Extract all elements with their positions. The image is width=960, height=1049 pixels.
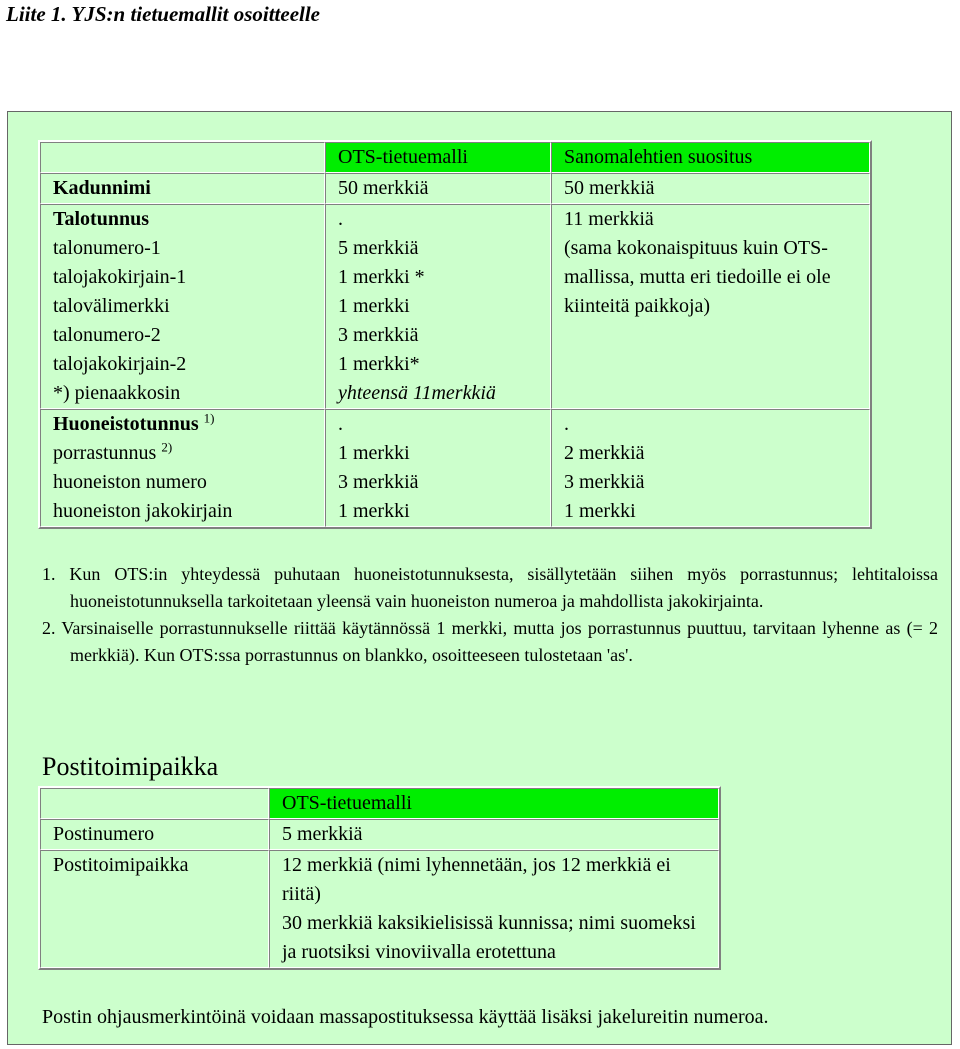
huoneisto-fields: huoneiston numero huoneiston jakokirjain [53, 471, 233, 522]
table-header-row [40, 788, 719, 819]
header-empty-cell [40, 142, 325, 173]
footnotes [42, 561, 938, 669]
postitoimipaikka-value: 12 merkkiä (nimi lyhennetään, jos 12 merkkiä ei riitä) 30 merkkiä kaksikielisissä kunnissa; nimi suomeksi ja ruotsiksi vinoviivalla erotettuna [269, 850, 719, 968]
huoneisto-suositus-values [551, 409, 870, 527]
row-label-postinumero: Postinumero [40, 819, 269, 850]
header-ots: OTS-tietuemalli [325, 142, 551, 173]
header-empty-cell [40, 788, 269, 819]
talotunnus-heading: Talotunnus [53, 208, 149, 230]
row-label-kadunnimi: Kadunnimi [40, 173, 325, 204]
porrastunnus-label: porrastunnus [53, 442, 157, 464]
footnote-ref-2: 2) [161, 439, 173, 455]
table-row [40, 850, 719, 968]
talotunnus-suositus-values [551, 204, 870, 409]
row-value-ots: 50 merkkiä [325, 173, 551, 204]
talotunnus-ots-list: . 5 merkkiä 1 merkki * 1 merkki 3 merkkiä 1 merkki* [338, 208, 425, 375]
row-label-huoneistotunnus [40, 409, 325, 527]
footnote-2: 2. Varsinaiselle porrastunnukselle riittää käytännössä 1 merkki, mutta jos porrastunnus puuttuu, tarvitaan lyhenne as (= 2 merkkiä). Kun OTS:ssa porrastunnus on blankko, osoitteeseen tulostetaan 'as'. [42, 618, 938, 665]
table-header-row [40, 142, 870, 173]
section-heading-postitoimipaikka: Postitoimipaikka [42, 752, 219, 781]
address-record-table [38, 140, 872, 529]
page-title: Liite 1. YJS:n tietuemallit osoitteelle [6, 2, 321, 26]
row-label-talotunnus [40, 204, 325, 409]
talotunnus-suositus-text: 11 merkkiä (sama kokonaispituus kuin OTS-mallissa, mutta eri tiedoille ei ole kiinteitä paikkoja) [564, 208, 831, 317]
talotunnus-ots-values [325, 204, 551, 409]
footnote-1: 1. Kun OTS:in yhteydessä puhutaan huoneistotunnuksesta, sisällytetään siihen myös porrastunnus; lehtitaloissa huoneistotunnuksella tarkoitetaan yleensä vain huoneiston numeroa ja mahdollista jakokirjainta. [42, 564, 938, 611]
huoneisto-ots-values [325, 409, 551, 527]
talotunnus-total: yhteensä 11merkkiä [338, 382, 496, 404]
table-row [40, 409, 870, 527]
table-row [40, 819, 719, 850]
header-ots: OTS-tietuemalli [269, 788, 719, 819]
table-row [40, 173, 870, 204]
header-sanomalehti: Sanomalehtien suositus [551, 142, 870, 173]
huoneisto-suositus-list: . 2 merkkiä 3 merkkiä 1 merkki [564, 413, 645, 522]
content-panel [7, 111, 952, 1045]
huoneisto-ots-list: . 1 merkki 3 merkkiä 1 merkki [338, 413, 419, 522]
talotunnus-fields: talonumero-1 talojakokirjain-1 talovälimerkki talonumero-2 talojakokirjain-2 *) pienaakkosin [53, 237, 187, 404]
row-label-postitoimipaikka: Postitoimipaikka [40, 850, 269, 968]
postinumero-value: 5 merkkiä [269, 819, 719, 850]
footnote-ref-1: 1) [203, 410, 215, 426]
huoneistotunnus-heading: Huoneistotunnus [53, 413, 199, 435]
row-value-suositus: 50 merkkiä [551, 173, 870, 204]
footer-note: Postin ohjausmerkintöinä voidaan massapostituksessa käyttää lisäksi jakelureitin numeroa. [42, 1006, 769, 1028]
postal-record-table [38, 786, 721, 970]
table-row [40, 204, 870, 409]
